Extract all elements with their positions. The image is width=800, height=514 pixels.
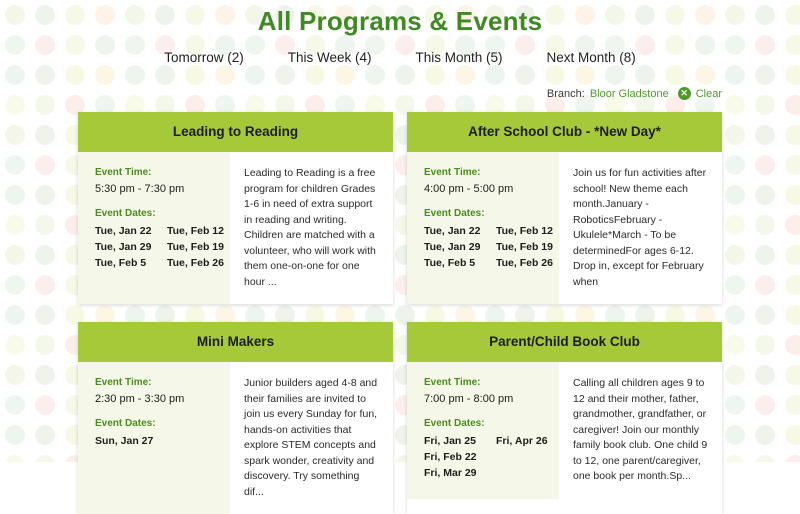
event-dates-label: Event Dates: <box>424 418 485 429</box>
event-card-grid <box>0 112 800 514</box>
event-dates-label: Event Dates: <box>95 208 156 219</box>
event-dates-list <box>95 223 230 271</box>
event-description: Junior builders aged 4-8 and their families are invited to join us every Sunday for fun, hands-on activities that explore STEM concepts and spark wonder, creativity and discovery. Try something dif... <box>244 377 378 498</box>
event-date: Tue, Jan 22 <box>424 225 481 237</box>
event-dates-list <box>424 223 559 271</box>
event-time-label: Event Time: <box>95 377 152 388</box>
branch-label: Branch: <box>546 87 585 100</box>
date-filter-tabs <box>0 50 800 65</box>
branch-filter <box>0 87 800 100</box>
event-card-body <box>407 362 722 499</box>
event-dates-label: Event Dates: <box>95 418 156 429</box>
event-details-panel <box>78 362 230 514</box>
event-card[interactable] <box>78 112 393 304</box>
event-date: Tue, Feb 19 <box>167 241 224 253</box>
event-details-panel <box>407 152 559 304</box>
event-date: Tue, Feb 26 <box>167 257 224 269</box>
event-date: Tue, Feb 5 <box>95 257 147 269</box>
clear-filter-button[interactable]: Clear <box>695 87 722 100</box>
event-card-body <box>78 362 393 514</box>
event-date: Fri, Jan 25 <box>424 435 476 447</box>
page-title: All Programs & Events <box>257 6 543 36</box>
event-dates-list <box>424 433 559 481</box>
event-date: Tue, Feb 5 <box>424 257 476 269</box>
event-time-value: 4:00 pm - 5:00 pm <box>424 183 514 195</box>
event-details-panel <box>78 152 230 304</box>
event-card-title: After School Club - *New Day* <box>407 112 722 152</box>
tab-this-month[interactable]: This Month (5) <box>415 50 503 65</box>
event-card-title: Leading to Reading <box>78 112 393 152</box>
event-description-panel <box>230 362 393 514</box>
event-card[interactable] <box>407 112 722 304</box>
event-date: Tue, Feb 12 <box>496 225 553 237</box>
event-date: Fri, Apr 26 <box>496 435 548 447</box>
event-date: Tue, Jan 22 <box>95 225 152 237</box>
event-date <box>496 449 559 465</box>
event-description-panel <box>559 362 722 499</box>
tab-tomorrow[interactable]: Tomorrow (2) <box>164 50 244 65</box>
tab-this-week[interactable]: This Week (4) <box>287 50 372 65</box>
branch-value[interactable]: Bloor Gladstone <box>589 87 669 100</box>
event-date: Tue, Feb 26 <box>496 257 553 269</box>
event-card-title: Parent/Child Book Club <box>407 322 722 362</box>
event-date: Fri, Feb 22 <box>424 451 477 463</box>
event-details-panel <box>407 362 559 499</box>
tab-next-month[interactable]: Next Month (8) <box>546 50 636 65</box>
event-dates-label: Event Dates: <box>424 208 485 219</box>
event-card-body <box>407 152 722 304</box>
event-time-value: 7:00 pm - 8:00 pm <box>424 393 514 405</box>
event-card[interactable] <box>78 322 393 514</box>
event-description-panel <box>230 152 393 304</box>
event-time-label: Event Time: <box>424 377 481 388</box>
event-description: Join us for fun activities after school! New theme each month.January - RoboticsFebruary - Ukulele*March - To be determinedFor ages 6-12. Drop in, except for February when <box>573 167 707 288</box>
event-time-value: 5:30 pm - 7:30 pm <box>95 183 185 195</box>
event-date: Tue, Feb 19 <box>496 241 553 253</box>
event-time-value: 2:30 pm - 3:30 pm <box>95 393 185 405</box>
event-time-label: Event Time: <box>424 167 481 178</box>
event-description-panel <box>559 152 722 304</box>
event-description: Calling all children ages 9 to 12 and their mother, father, grandmother, grandfather, or caregiver! Join our monthly family book club. One child 9 to 12, one parent/caregiver, one book per month.Sp... <box>573 377 708 482</box>
event-date: Tue, Jan 29 <box>424 241 481 253</box>
event-description: Leading to Reading is a free program for children Grades 1-6 in need of extra support in reading and writing. Children are matched with a volunteer, who will work with them one-on-one for one hour ... <box>244 167 376 288</box>
event-card-title: Mini Makers <box>78 322 393 362</box>
event-date: Tue, Feb 12 <box>167 225 224 237</box>
close-circle-icon[interactable]: ✕ <box>678 87 691 100</box>
event-time-label: Event Time: <box>95 167 152 178</box>
event-card[interactable] <box>407 322 722 514</box>
event-date: Sun, Jan 27 <box>95 435 154 447</box>
event-dates-list <box>95 433 230 449</box>
event-date: Tue, Jan 29 <box>95 241 152 253</box>
event-date: Fri, Mar 29 <box>424 467 477 479</box>
event-card-body <box>78 152 393 304</box>
